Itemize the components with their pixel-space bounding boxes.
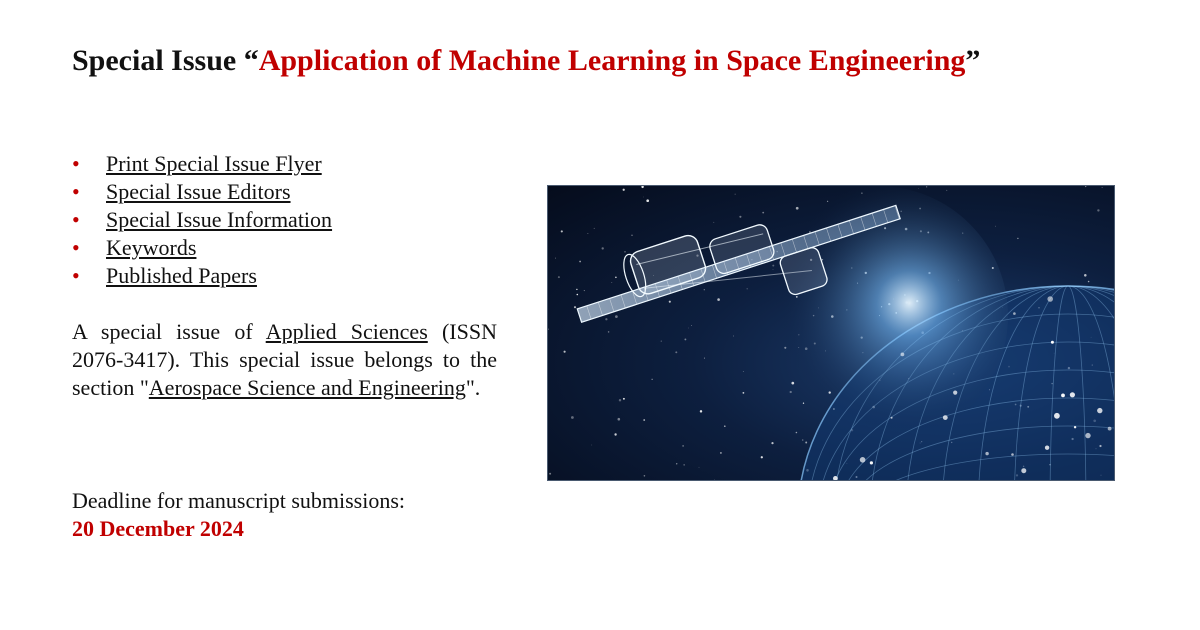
list-item [72, 206, 332, 234]
information-link[interactable]: Special Issue Information [106, 207, 333, 232]
section-link[interactable]: Aerospace Science and Engineering [148, 375, 466, 400]
deadline-date: 20 December 2024 [72, 516, 244, 541]
issue-description [72, 318, 497, 402]
bullet-icon: • [72, 207, 80, 232]
title-suffix: ” [965, 44, 981, 77]
deadline-label: Deadline for manuscript submissions: [72, 488, 406, 513]
bullet-icon: • [72, 235, 80, 260]
description-text: ". [465, 375, 481, 400]
keywords-link[interactable]: Keywords [106, 235, 197, 260]
list-item [72, 150, 332, 178]
bullet-icon: • [72, 179, 80, 204]
page-title [72, 43, 1172, 79]
description-text: (ISSN 2076-3417). This special issue belongs to the section " [72, 319, 497, 400]
bullet-icon: • [72, 263, 80, 288]
satellite-over-earth-network-icon [548, 186, 1114, 480]
list-item [72, 178, 332, 206]
list-item [72, 262, 332, 290]
editors-link[interactable]: Special Issue Editors [106, 179, 291, 204]
published-papers-link[interactable]: Published Papers [106, 263, 257, 288]
satellite-earth-image [547, 185, 1115, 481]
title-topic: Application of Machine Learning in Space Engineering [258, 44, 966, 77]
description-text: A special issue of [72, 319, 266, 344]
bullet-icon: • [72, 151, 80, 176]
title-prefix: Special Issue “ [72, 44, 259, 77]
print-flyer-link[interactable]: Print Special Issue Flyer [106, 151, 322, 176]
list-item [72, 234, 332, 262]
earth-globe [748, 186, 1114, 480]
journal-link[interactable]: Applied Sciences [265, 319, 428, 344]
section-links [72, 150, 332, 290]
deadline-block [72, 487, 405, 543]
